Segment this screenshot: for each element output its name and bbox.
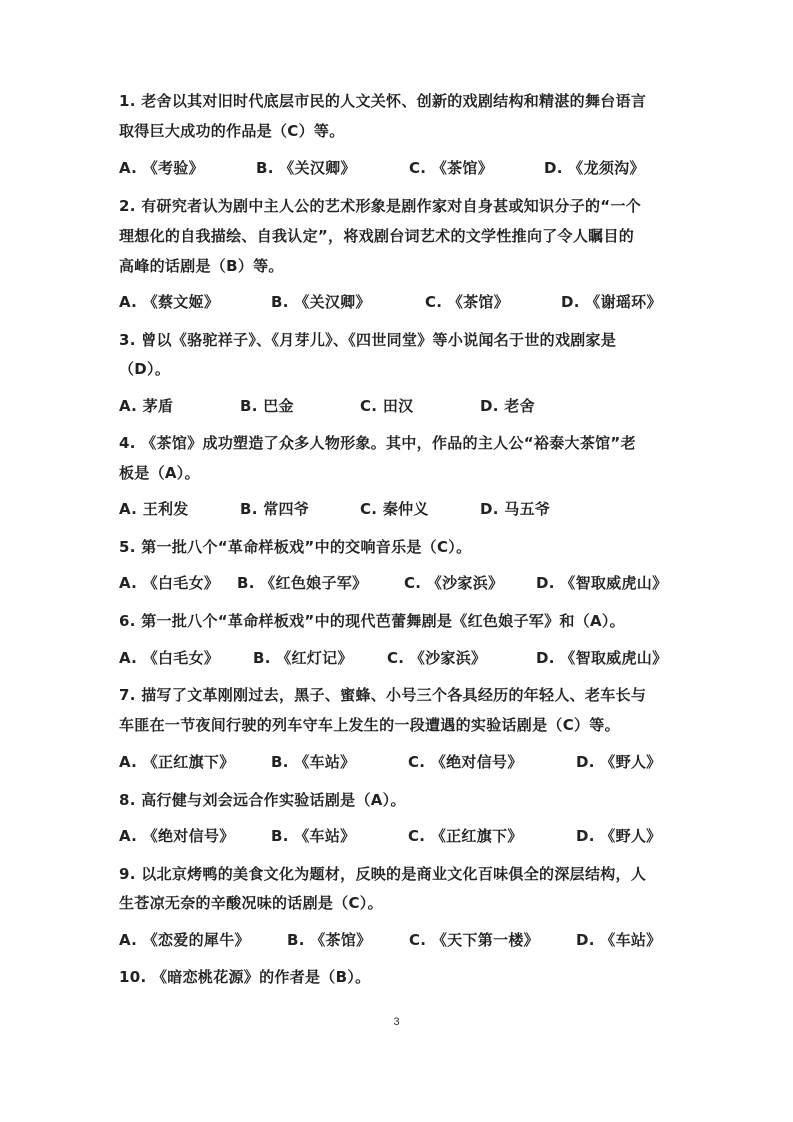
question-9-option-d: D. 《车站》 <box>576 931 662 949</box>
question-10-stem-line-1: 10. 《暗恋桃花源》的作者是（B）。 <box>119 968 371 986</box>
question-2-stem-line-2: 理想化的自我描绘、自我认定”，将戏剧台词艺术的文学性推向了令人瞩目的 <box>119 227 635 245</box>
question-5-option-d: D. 《智取威虎山》 <box>536 574 668 592</box>
question-6-stem-line-1: 6. 第一批八个“革命样板戏”中的现代芭蕾舞剧是《红色娘子军》和（A）。 <box>119 612 625 630</box>
question-9-option-a: A. 《恋爱的犀牛》 <box>119 931 250 949</box>
question-9-option-c: C. 《天下第一楼》 <box>409 931 539 949</box>
question-3-option-c: C. 田汉 <box>360 397 414 415</box>
question-8-stem-line-1: 8. 高行健与刘会远合作实验话剧是（A）。 <box>119 791 406 809</box>
question-6-option-b: B. 《红灯记》 <box>253 649 353 667</box>
question-4-stem-line-2: 板是（A）。 <box>119 464 200 482</box>
question-6-option-d: D. 《智取威虎山》 <box>536 649 668 667</box>
page-number: 3 <box>393 1016 400 1028</box>
question-4-option-a: A. 王利发 <box>119 500 189 518</box>
question-7-option-d: D. 《野人》 <box>576 753 662 771</box>
question-3-stem-line-2: （D）。 <box>119 360 171 378</box>
question-5-option-a: A. 《白毛女》 <box>119 574 220 592</box>
question-8-option-c: C. 《正红旗下》 <box>408 827 523 845</box>
question-7-option-c: C. 《绝对信号》 <box>408 753 523 771</box>
question-6-option-a: A. 《白毛女》 <box>119 649 220 667</box>
question-1-option-b: B. 《关汉卿》 <box>256 159 356 177</box>
question-2-option-a: A. 《蔡文姬》 <box>119 293 220 311</box>
question-7-stem-line-1: 7. 描写了文革刚刚过去，黑子、蜜蜂、小号三个各具经历的年轻人、老车长与 <box>119 686 647 704</box>
question-7-stem-line-2: 车匪在一节夜间行驶的列车守车上发生的一段遭遇的实验话剧是（C）等。 <box>119 716 620 734</box>
question-2-option-d: D. 《谢瑶环》 <box>561 293 662 311</box>
question-7-option-a: A. 《正红旗下》 <box>119 753 235 771</box>
question-1-option-a: A. 《考验》 <box>119 159 204 177</box>
question-3-option-d: D. 老舍 <box>480 397 535 415</box>
question-4-stem-line-1: 4. 《茶馆》成功塑造了众多人物形象。其中，作品的主人公“裕泰大茶馆”老 <box>119 434 636 452</box>
question-2-option-c: C. 《茶馆》 <box>425 293 510 311</box>
question-8-option-b: B. 《车站》 <box>271 827 356 845</box>
question-3-option-a: A. 茅盾 <box>119 397 174 415</box>
question-3-stem-line-1: 3. 曾以《骆驼祥子》、《月芽儿》、《四世同堂》等小说闻名于世的戏剧家是 <box>119 331 617 349</box>
question-6-option-c: C. 《沙家浜》 <box>387 649 487 667</box>
question-9-stem-line-2: 生苍凉无奈的辛酸况味的话剧是（C）。 <box>119 894 383 912</box>
question-2-stem-line-1: 2. 有研究者认为剧中主人公的艺术形象是剧作家对自身甚或知识分子的“一个 <box>119 197 642 215</box>
question-8-option-d: D. 《野人》 <box>576 827 662 845</box>
question-5-stem-line-1: 5. 第一批八个“革命样板戏”中的交响音乐是（C）。 <box>119 538 472 556</box>
question-5-option-b: B. 《红色娘子军》 <box>237 574 368 592</box>
question-4-option-c: C. 秦仲义 <box>360 500 429 518</box>
question-9-option-b: B. 《茶馆》 <box>287 931 372 949</box>
question-1-option-d: D. 《龙须沟》 <box>544 159 645 177</box>
question-9-stem-line-1: 9. 以北京烤鸭的美食文化为题材，反映的是商业文化百味俱全的深层结构，人 <box>119 865 647 883</box>
question-5-option-c: C. 《沙家浜》 <box>404 574 504 592</box>
question-8-option-a: A. 《绝对信号》 <box>119 827 235 845</box>
question-7-option-b: B. 《车站》 <box>271 753 356 771</box>
question-2-option-b: B. 《关汉卿》 <box>271 293 371 311</box>
question-1-stem-line-2: 取得巨大成功的作品是（C）等。 <box>119 122 345 140</box>
question-1-option-c: C. 《茶馆》 <box>409 159 494 177</box>
question-4-option-d: D. 马五爷 <box>480 500 551 518</box>
question-1-stem-line-1: 1. 老舍以其对旧时代底层市民的人文关怀、创新的戏剧结构和精湛的舞台语言 <box>119 92 647 110</box>
question-3-option-b: B. 巴金 <box>240 397 294 415</box>
question-4-option-b: B. 常四爷 <box>240 500 310 518</box>
question-2-stem-line-3: 高峰的话剧是（B）等。 <box>119 257 284 275</box>
